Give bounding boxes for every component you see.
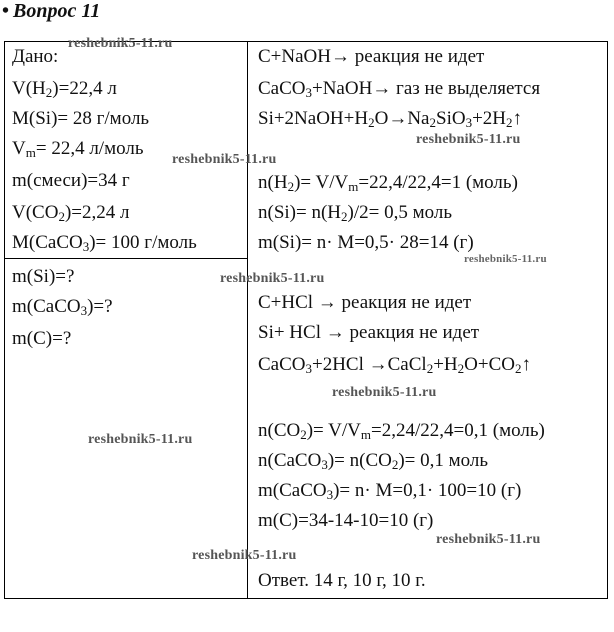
solution-line [258, 293, 471, 312]
text-segment: Si+2NaOH+H [258, 108, 369, 129]
column-divider [247, 41, 248, 599]
text-segment: )= V/V [294, 172, 349, 193]
solution-line [258, 173, 518, 192]
given-line [12, 109, 149, 128]
subscript: m [360, 427, 372, 442]
question-title [2, 0, 100, 23]
solution-line [258, 109, 522, 128]
text-segment: +2HCl →CaCl [312, 354, 427, 375]
watermark-text: reshebnik5-11.ru [416, 132, 521, 147]
given-line [12, 79, 117, 98]
text-segment: CaCO [258, 78, 306, 99]
text-segment: )=2,24 л [64, 202, 130, 223]
given-line [12, 171, 130, 190]
text-segment: +NaOH→ газ не выделяется [312, 78, 541, 99]
text-segment: =2,24/22,4=0,1 (моль) [371, 420, 545, 441]
text-segment: )/2= 0,5 моль [347, 202, 453, 223]
subscript: 3 [305, 85, 312, 100]
text-segment: V [12, 138, 26, 159]
subscript: 2 [429, 115, 436, 130]
subscript: 2 [341, 209, 348, 224]
text-segment: n(H [258, 172, 288, 193]
text-segment: CaCO [258, 354, 306, 375]
solution-line [258, 355, 531, 374]
solution-line [258, 451, 488, 470]
watermark-text: reshebnik5-11.ru [332, 385, 437, 400]
subscript: 2 [287, 179, 295, 194]
solution-line [258, 233, 474, 252]
subscript: 3 [326, 487, 334, 502]
subscript: m [348, 179, 359, 194]
text-segment: M(CaCO [12, 232, 83, 253]
given-line [12, 139, 144, 158]
table-border-bottom [4, 598, 608, 599]
text-segment: ↑ [521, 354, 531, 375]
subscript: 2 [506, 115, 513, 130]
text-segment: C+HCl → реакция не идет [258, 292, 472, 313]
subscript: 2 [58, 209, 65, 224]
text-segment: m(CaCO [258, 480, 327, 501]
text-segment: )=22,4 л [52, 78, 117, 99]
bullet-icon: • [2, 0, 10, 22]
solution-line [258, 511, 433, 530]
table-border-right [607, 41, 608, 599]
subscript: m [25, 145, 36, 160]
text-segment: )=? [87, 296, 113, 317]
text-segment: m(C)=34-14-10=10 (г) [258, 510, 434, 531]
solution-line [258, 79, 540, 98]
subscript: 2 [45, 85, 53, 100]
text-segment: m(C)=? [12, 328, 72, 349]
text-segment: Ответ. 14 г, 10 г, 10 г. [258, 570, 426, 591]
given-line [12, 47, 58, 66]
text-segment: V(H [12, 78, 46, 99]
text-segment: M(Si)= 28 г/моль [12, 108, 150, 129]
given-find-divider [4, 258, 248, 259]
watermark-text: reshebnik5-11.ru [172, 152, 277, 167]
find-line [12, 329, 71, 348]
text-segment: n(CaCO [258, 450, 322, 471]
text-segment: SiO [436, 108, 466, 129]
solution-line [258, 571, 426, 590]
given-line [12, 233, 197, 252]
text-segment: C+NaOH→ реакция не идет [258, 46, 485, 67]
solution-table [4, 41, 608, 599]
text-segment: m(смеси)=34 г [12, 170, 130, 191]
subscript: 3 [465, 115, 473, 130]
text-segment: )= 0,1 моль [398, 450, 489, 471]
solution-line [258, 481, 521, 500]
find-line [12, 267, 74, 286]
text-segment: m(Si)=? [12, 266, 75, 287]
given-line [12, 203, 129, 222]
subscript: 3 [305, 361, 312, 376]
solution-line [258, 323, 479, 342]
watermark-text: reshebnik5-11.ru [192, 548, 297, 563]
text-segment: n(Si)= n(H [258, 202, 342, 223]
text-segment: =22,4/22,4=1 (моль) [358, 172, 518, 193]
text-segment: )= n(CO [327, 450, 392, 471]
subscript: 2 [368, 115, 375, 130]
text-segment: O+CO [464, 354, 515, 375]
watermark-text: reshebnik5-11.ru [436, 532, 541, 547]
watermark-text: reshebnik5-11.ru [220, 271, 325, 286]
text-segment: = 22,4 л/моль [35, 138, 144, 159]
question-title-text: Вопрос 11 [13, 0, 101, 22]
subscript: 2 [391, 457, 399, 472]
text-segment: O→Na [374, 108, 430, 129]
watermark-text: reshebnik5-11.ru [88, 432, 193, 447]
subscript: 3 [321, 457, 328, 472]
text-segment: Дано: [12, 46, 59, 67]
watermark-text: reshebnik5-11.ru [68, 36, 173, 51]
text-segment: m(CaCO [12, 296, 81, 317]
solution-line [258, 421, 545, 440]
table-border-left [4, 41, 5, 599]
watermark-text: reshebnik5-11.ru [464, 253, 547, 265]
subscript: 2 [457, 361, 465, 376]
subscript: 2 [514, 361, 522, 376]
subscript: 2 [426, 361, 434, 376]
text-segment: +2H [472, 108, 507, 129]
subscript: 2 [300, 427, 307, 442]
solution-line [258, 203, 452, 222]
text-segment: n(CO [258, 420, 301, 441]
text-segment: )= V/V [306, 420, 361, 441]
text-segment: m(Si)= n· M=0,5· 28=14 (г) [258, 232, 474, 253]
subscript: 3 [82, 239, 90, 254]
text-segment: )= n· M=0,1· 100=10 (г) [333, 480, 522, 501]
find-line [12, 297, 113, 316]
text-segment: +H [433, 354, 458, 375]
subscript: 3 [80, 303, 88, 318]
text-segment: )= 100 г/моль [89, 232, 197, 253]
text-segment: V(CO [12, 202, 59, 223]
text-segment: ↑ [512, 108, 523, 129]
text-segment: Si+ HCl → реакция не идет [258, 322, 480, 343]
solution-line [258, 47, 484, 66]
